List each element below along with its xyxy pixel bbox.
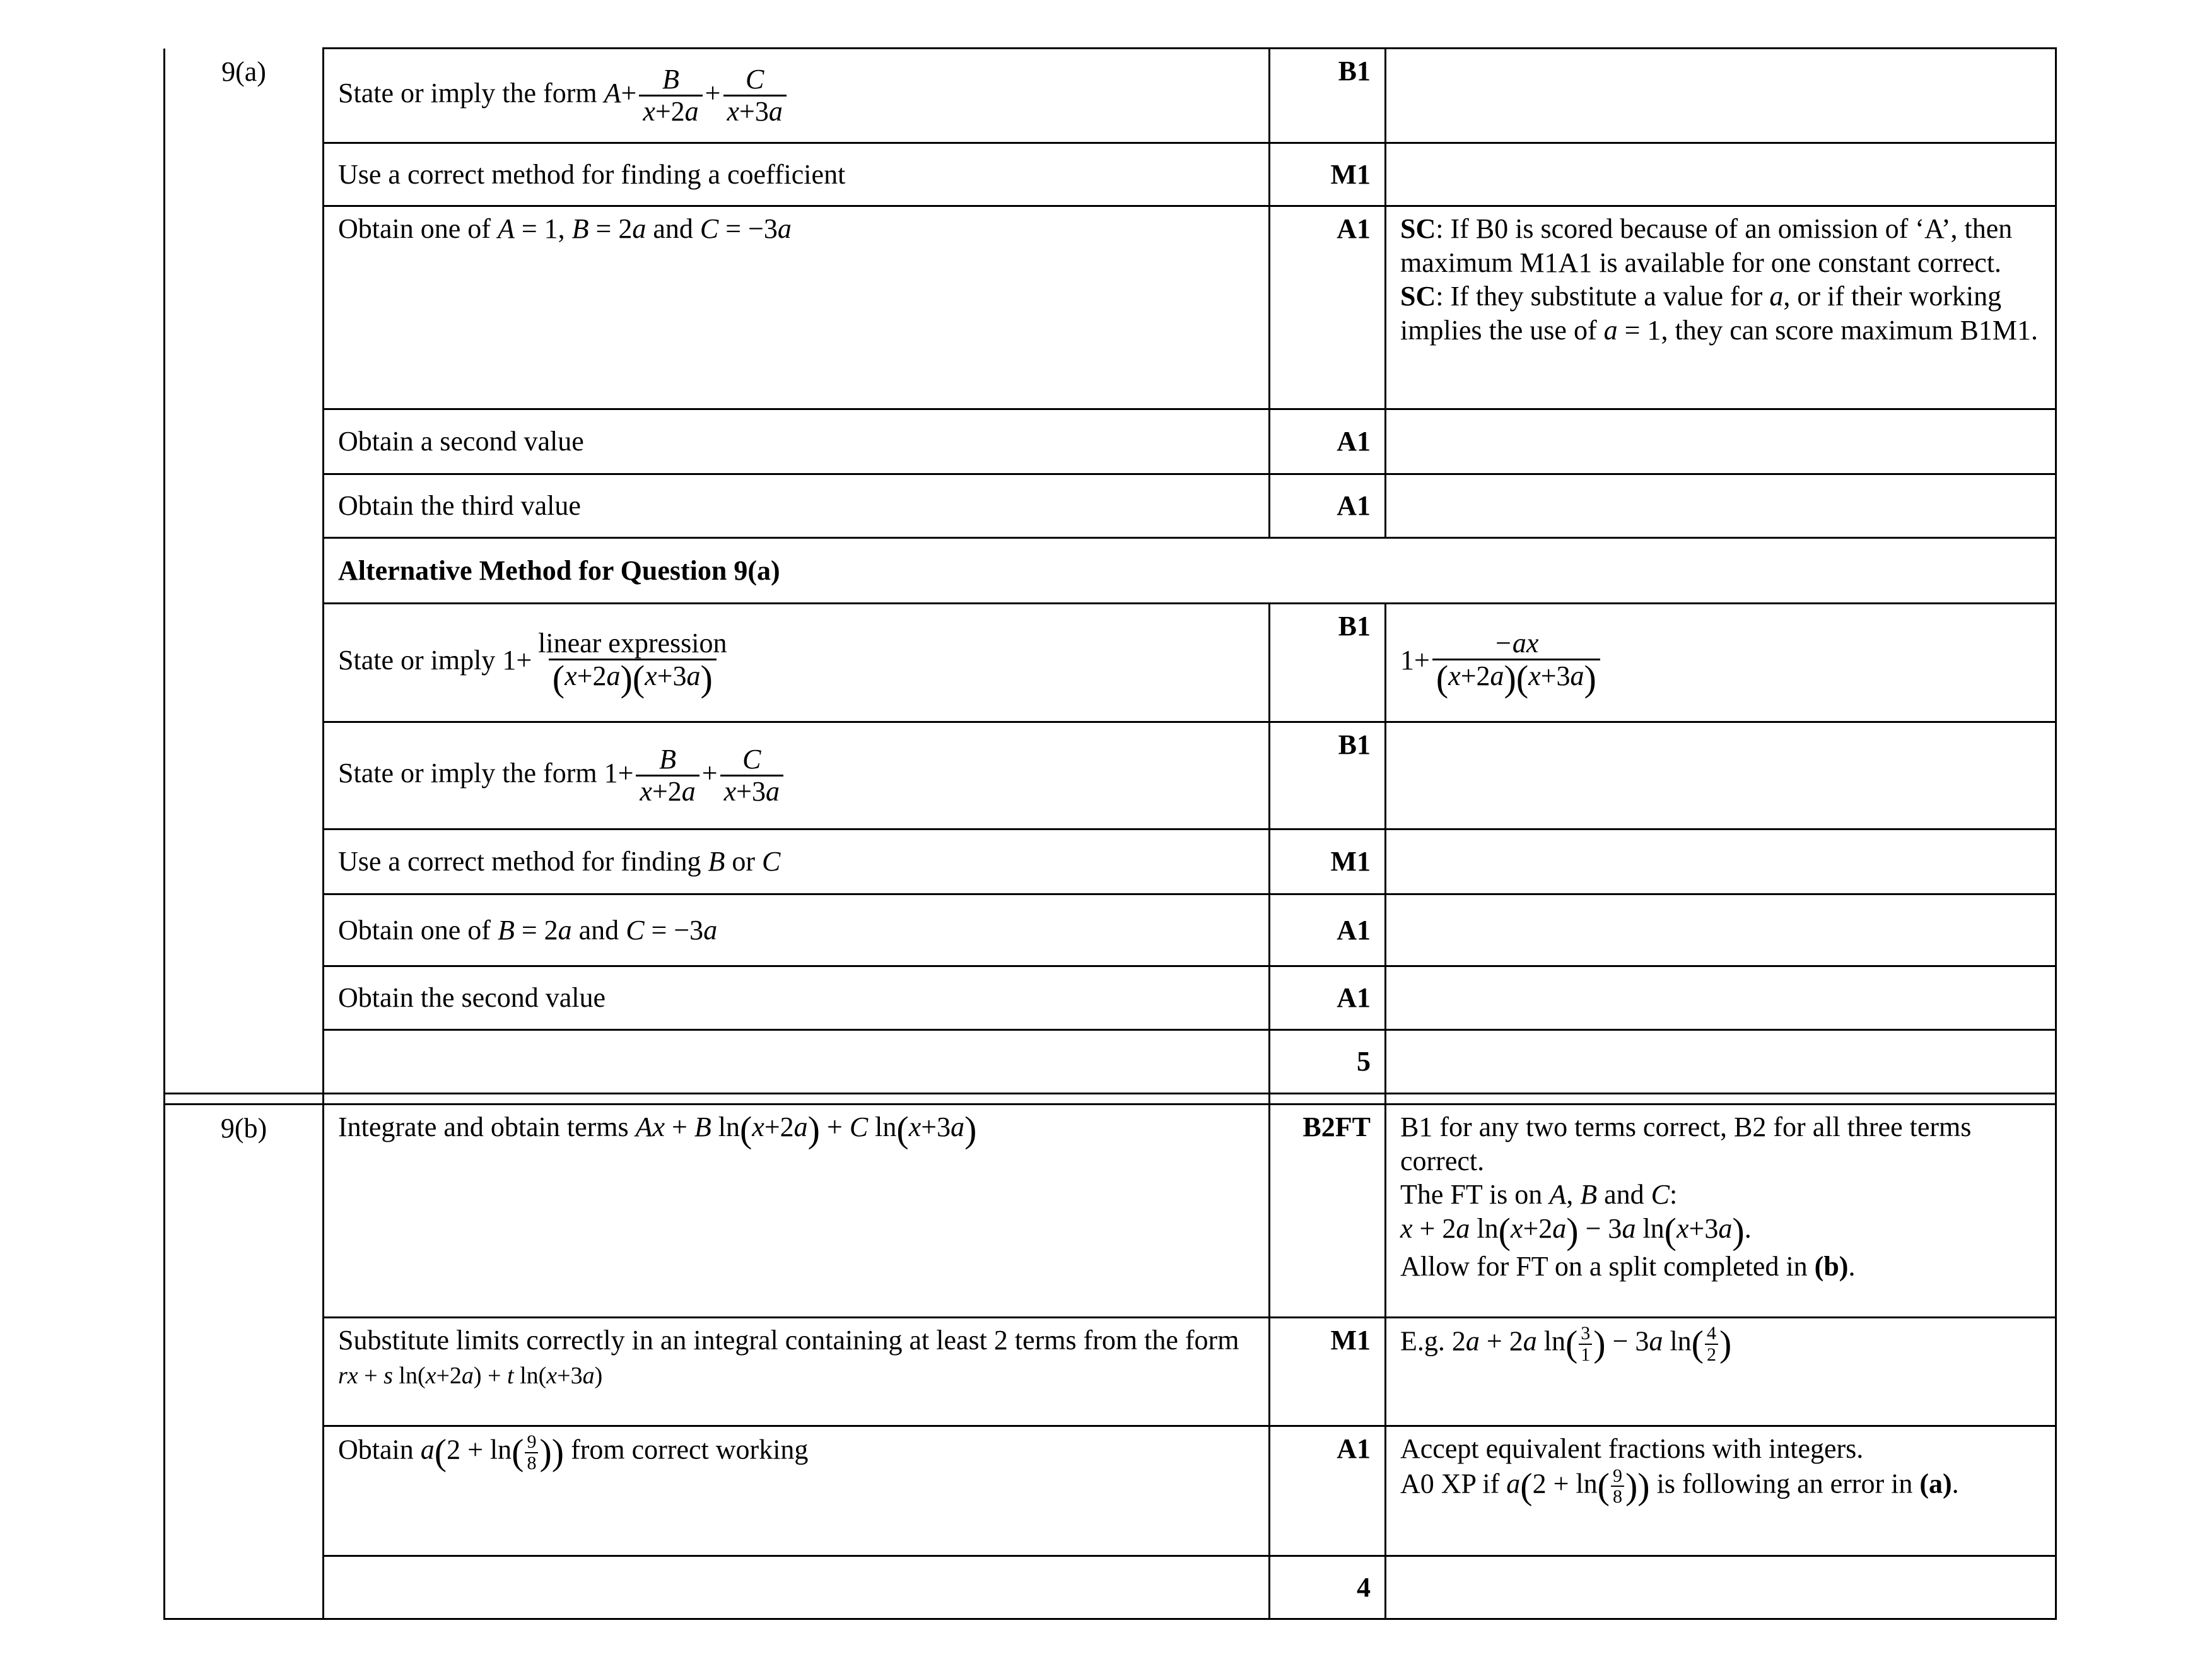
guidance-cell [1386,1030,2056,1094]
answer-cell [324,1030,1270,1094]
answer-cell: Integrate and obtain terms Ax + B ln(x+2a) + C ln(x+3a) [324,1105,1270,1318]
mark-cell: M1 [1270,830,1386,894]
table-row [165,966,2056,1030]
answer-cell: State or imply the form A+ $\frac{B}{x+2a}$ + $\frac{C}{x+3a}$ [324,49,1270,143]
mark-cell: A1 [1270,409,1386,474]
answer-cell: Obtain the third value [324,474,1270,538]
answer-cell: State or imply 1+ $\frac{\text{linear expression}}{(x+2a)(x+3a)}$ [324,604,1270,722]
mark-cell: A1 [1270,966,1386,1030]
guidance-cell [1386,143,2056,206]
mark-cell: M1 [1270,143,1386,206]
mark-cell: M1 [1270,1318,1386,1426]
guidance-cell: B1 for any two terms correct, B2 for all three terms correct. The FT is on A, B and C: x + 2a ln(x+2a) − 3a ln(x+3a). Allow for FT on a split completed in (b). [1386,1105,2056,1318]
guidance-cell [1386,722,2056,830]
table-row [165,1030,2056,1094]
mark-cell: A1 [1270,894,1386,966]
guidance-cell [1386,409,2056,474]
table-row [165,206,2056,409]
answer-cell: State or imply the form 1+ $\frac{B}{x+2a}$ + $\frac{C}{x+3a}$ [324,722,1270,830]
section-divider [165,1094,2056,1105]
table-row [165,894,2056,966]
table-row [165,1105,2056,1318]
question-label: 9(a) [165,49,324,1094]
table-row [165,474,2056,538]
answer-cell: Obtain the second value [324,966,1270,1030]
mark-cell: A1 [1270,206,1386,409]
guidance-cell [1386,474,2056,538]
guidance-cell [1386,894,2056,966]
guidance-cell [1386,966,2056,1030]
alternative-method-heading: Alternative Method for Question 9(a) [324,538,2056,604]
answer-cell: Obtain one of A = 1, B = 2a and C = −3a [324,206,1270,409]
mark-cell: A1 [1270,1426,1386,1556]
table-row [165,49,2056,143]
table-row [165,1426,2056,1556]
answer-cell: Obtain one of B = 2a and C = −3a [324,894,1270,966]
mark-cell: B2FT [1270,1105,1386,1318]
mark-cell: B1 [1270,49,1386,143]
mark-scheme-table [163,47,2057,1620]
guidance-cell [1386,49,2056,143]
total-mark: 4 [1270,1556,1386,1619]
table-row [165,604,2056,722]
mark-cell: B1 [1270,722,1386,830]
total-mark: 5 [1270,1030,1386,1094]
guidance-cell [1386,1556,2056,1619]
answer-cell: Obtain a(2 + ln( $\frac{9}{8}$ )) from correct working [324,1426,1270,1556]
guidance-cell [1386,830,2056,894]
guidance-cell: Accept equivalent fractions with integers. A0 XP if a(2 + ln( $\frac{9}{8}$ )) is following an error in (a). [1386,1426,2056,1556]
mark-cell: B1 [1270,604,1386,722]
answer-cell: Use a correct method for finding B or C [324,830,1270,894]
table-row [165,1556,2056,1619]
guidance-cell: SC: If B0 is scored because of an omission of ‘A’, then maximum M1A1 is available for one constant correct. SC: If they substitute a value for a, or if their working implies the use of a = 1, they can score maximum B1M1. [1386,206,2056,409]
table-row [165,722,2056,830]
table-row [165,538,2056,604]
answer-cell [324,1556,1270,1619]
answer-cell: Use a correct method for finding a coefficient [324,143,1270,206]
table-row [165,1318,2056,1426]
table-row [165,409,2056,474]
answer-cell: Substitute limits correctly in an integral containing at least 2 terms from the form rx + s ln(x+2a) + t ln(x+3a) [324,1318,1270,1426]
mark-cell: A1 [1270,474,1386,538]
guidance-cell: 1+ $\frac{-ax}{(x+2a)(x+3a)}$ [1386,604,2056,722]
guidance-cell: E.g. 2a + 2a ln( $\frac{3}{1}$ ) − 3a ln( $\frac{4}{2}$ ) [1386,1318,2056,1426]
answer-cell: Obtain a second value [324,409,1270,474]
table-row [165,143,2056,206]
table-row [165,830,2056,894]
question-label: 9(b) [165,1105,324,1619]
